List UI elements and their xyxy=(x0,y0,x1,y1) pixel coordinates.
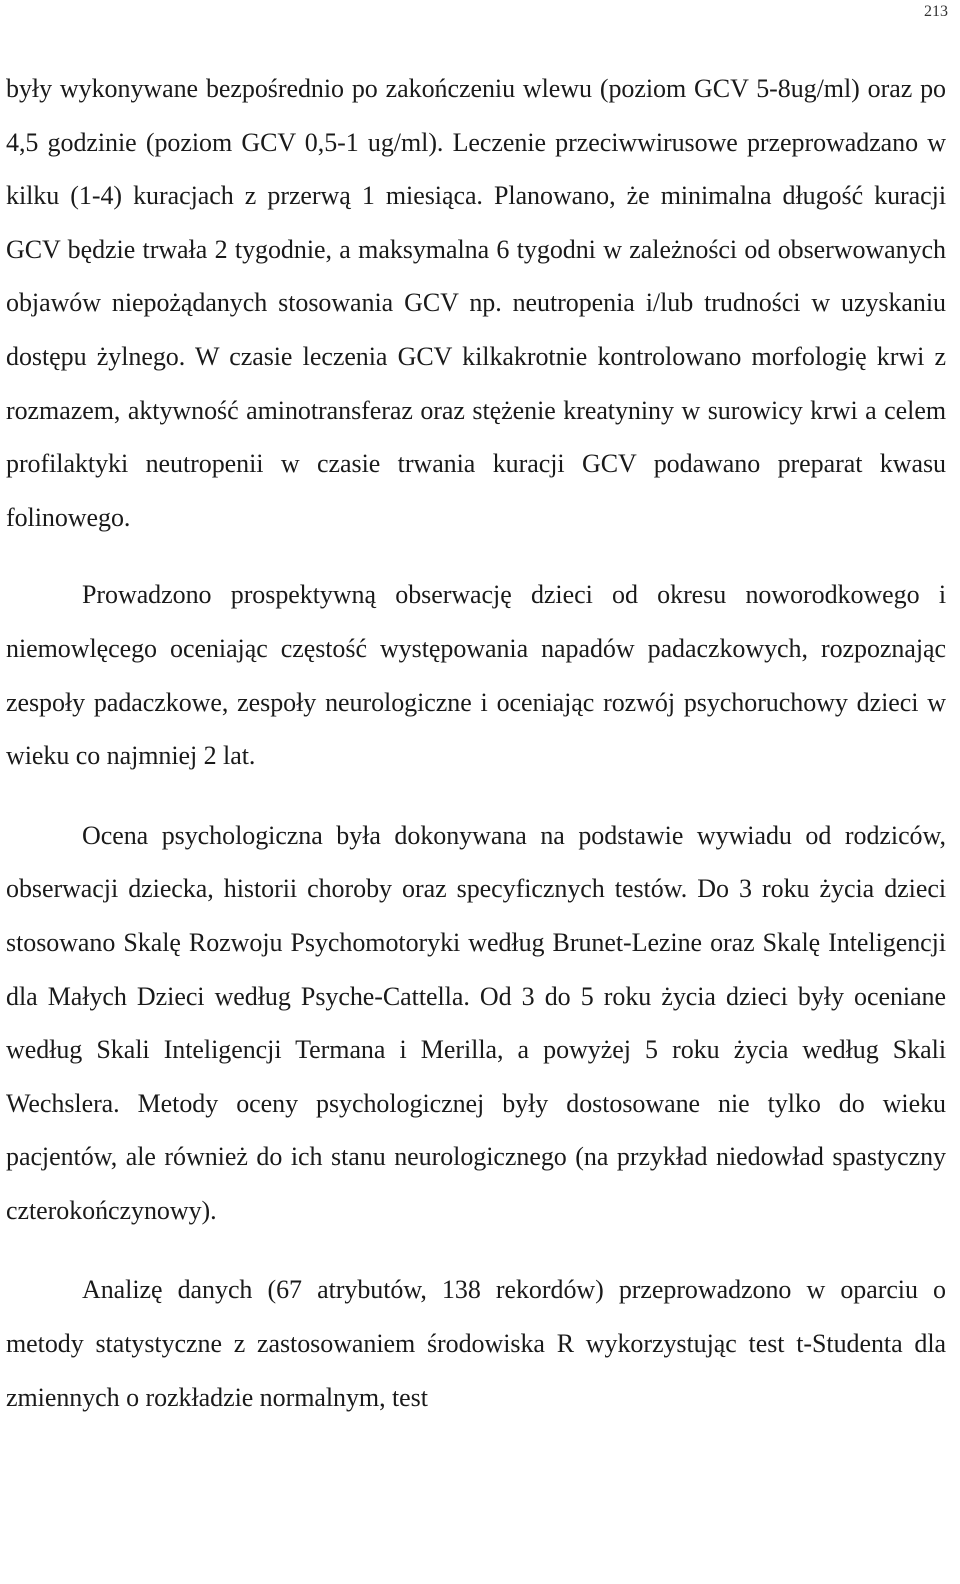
paragraph-prospective-observation: Prowadzono prospektywną obserwację dzieci od okresu noworodkowego i niemowlęcego oceniając częstość występowania napadów padaczkowych, rozpoznając zespoły padaczkowe, zespoły neurologiczne i oceniając rozwój psychoruchowy dzieci w wieku co najmniej 2 lat. xyxy=(6,580,946,771)
paragraph-psychological-assessment: Ocena psychologiczna była dokonywana na podstawie wywiadu od rodziców, obserwacji dziecka, historii choroby oraz specyficznych testów. Do 3 roku życia dzieci stosowano Skalę Rozwoju Psychomotoryki według Brunet-Lezine oraz Skalę Inteligencji dla Małych Dzieci według Psyche-Cattella. Od 3 do 5 roku życia dzieci były oceniane według Skali Inteligencji Termana i Merilla, a powyżej 5 roku życia według Skali Wechslera. Metody oceny psychologicznej były dostosowane nie tylko do wieku pacjentów, ale również do ich stanu neurologicznego (na przykład niedowład spastyczny czterokończynowy). xyxy=(6,820,946,1225)
document-body xyxy=(6,62,946,1424)
paragraph-treatment-continuation: były wykonywane bezpośrednio po zakończeniu wlewu (poziom GCV 5-8ug/ml) oraz po 4,5 godzinie (poziom GCV 0,5-1 ug/ml). Leczenie przeciwwirusowe przeprowadzano w kilku (1-4) kuracjach z przerwą 1 miesiąca. Planowano, że minimalna długość kuracji GCV będzie trwała 2 tygodnie, a maksymalna 6 tygodni w zależności od obserwowanych objawów niepożądanych stosowania GCV np. neutropenia i/lub trudności w uzyskaniu dostępu żylnego. W czasie leczenia GCV kilkakrotnie kontrolowano morfologię krwi z rozmazem, aktywność aminotransferaz oraz stężenie kreatyniny w surowicy krwi a celem profilaktyki neutropenii w czasie trwania kuracji GCV podawano preparat kwasu folinowego. xyxy=(6,74,946,532)
page-number: 213 xyxy=(924,3,948,20)
paragraph-data-analysis: Analizę danych (67 atrybutów, 138 rekordów) przeprowadzono w oparciu o metody statystyczne z zastosowaniem środowiska R wykorzystując test t-Studenta dla zmiennych o rozkładzie normalnym, test xyxy=(6,1275,946,1412)
